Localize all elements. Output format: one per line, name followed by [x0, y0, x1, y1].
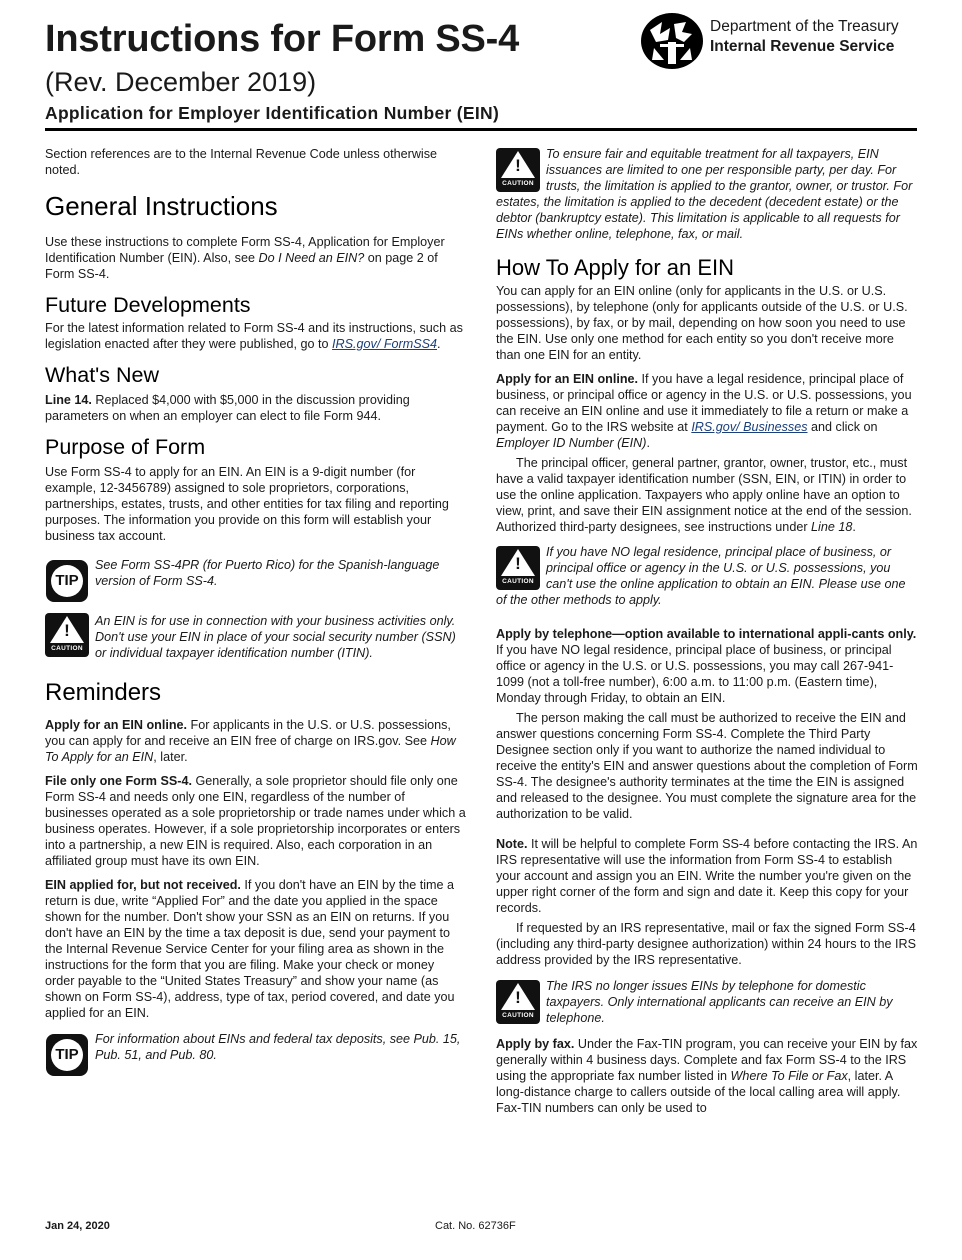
caution-mark: ! — [64, 621, 70, 640]
reminder-apply-online-label: Apply for an EIN online. — [45, 718, 188, 732]
reminder-file-one — [45, 773, 467, 869]
principal-text: The principal officer, general partner, grantor, owner, trustor, etc., must have a valid taxpayer identification number (SSN, EIN, or ITIN) in order to use the online application. Taxpayers who apply online have an option to view, print, and save their EIN assignment notice at the end of the session. Authorized third-party designees, see instructions under — [496, 456, 912, 534]
apply-online-mid: and click on — [807, 420, 878, 434]
whats-new-paragraph — [45, 392, 467, 424]
caution-mark: ! — [515, 554, 521, 573]
telephone-label: Apply by telephone—option available to international appli-cants only. — [496, 627, 917, 641]
telephone-text: If you have NO legal residence, principal place of business, or principal office or agency in the U.S. or U.S. possessions, you may call 267-941-1099 (not a toll-free number), 6:00 a.m. to 11:00 p.m. (Eastern time), Monday through Friday, to obtain an EIN. — [496, 643, 894, 705]
caution-text-1: An EIN is for use in connection with your business activities only. Don't use your EIN in place of your social security number (SSN) or individual taxpayer identification number (ITIN). — [95, 614, 456, 660]
caution-text-3: The IRS no longer issues EINs by telephone for domestic taxpayers. Only international applicants can receive an EIN by telephone. — [546, 979, 893, 1025]
caution-icon — [496, 546, 540, 590]
requested-paragraph: If requested by an IRS representative, mail or fax the signed Form SS-4 (including any third-party designee authorization) within 24 hours to the IRS address provided by the IRS representative. — [496, 921, 917, 967]
intro-text: Section references are to the Internal Revenue Code unless otherwise noted. — [45, 147, 438, 177]
caution-label: CAUTION — [502, 1012, 534, 1019]
future-tail: . — [437, 337, 441, 351]
irs-eagle-logo — [640, 12, 704, 70]
person-paragraph: The person making the call must be authorized to receive the EIN and answer questions concerning Form SS-4. Complete the Third Party Designee section only if you want to authorize the named individual to receive the entity's EIN and answer questions about the completion of Form SS-4. The designee's authority terminates at the time the EIN is assigned and released to the designee. You must complete the signature area for the authorization to be valid. — [496, 711, 918, 821]
reminder-ein-applied-label: EIN applied for, but not received. — [45, 878, 241, 892]
fax-label: Apply by fax. — [496, 1037, 575, 1051]
whats-new-text: Replaced $4,000 with $5,000 in the discussion providing parameters on when an employer can elect to file Form 944. — [45, 393, 410, 423]
reminder-ein-applied — [45, 877, 467, 1021]
reminder-apply-online-xref: How To Apply for an EIN — [45, 734, 456, 764]
fax-xref: Where To File or Fax — [730, 1069, 848, 1083]
caution-mark: ! — [515, 156, 521, 175]
caution-icon — [496, 980, 540, 1024]
reminder-apply-online-tail: , later. — [153, 750, 188, 764]
agency-irs: Internal Revenue Service — [710, 38, 895, 55]
tip-icon — [45, 1033, 89, 1077]
apply-online-text: If you have a legal residence, principal place of business, or principal office or agency in the U.S. or U.S. possessions, you can receive an EIN online and use it immediately to file a return or make a payment. Go to the IRS website at — [496, 372, 912, 434]
document-subtitle: Application for Employer Identification Number (EIN) — [45, 103, 500, 123]
heading-how-to-apply: How To Apply for an EIN — [496, 255, 735, 280]
note-label: Note. — [496, 837, 528, 851]
apply-online-xref: Employer ID Number (EIN) — [496, 436, 647, 450]
tip-label: TIP — [55, 1046, 79, 1063]
general-xref: Do I Need an EIN? — [258, 251, 365, 265]
apply-online-paragraph — [496, 371, 918, 451]
general-text-tail: on page 2 of Form SS-4. — [45, 251, 438, 281]
document-title: Instructions for Form SS-4 — [45, 18, 520, 60]
caution-label: CAUTION — [51, 645, 83, 652]
tip-icon — [45, 559, 89, 603]
caution-label: CAUTION — [502, 578, 534, 585]
principal-tail: . — [852, 520, 856, 534]
agency-department: Department of the Treasury — [710, 18, 899, 35]
header-rule — [45, 128, 917, 131]
heading-future-developments: Future Developments — [45, 293, 251, 317]
right-column — [496, 146, 918, 1116]
fax-text: Under the Fax-TIN program, you can receive your EIN by fax generally within 4 business days. Complete and fax Form SS-4 to the IRS using the appropriate fax number listed in — [496, 1037, 918, 1083]
fax-tail: , later. A long-distance charge to callers outside of the local calling area will apply. Fax-TIN numbers can only be used to — [496, 1069, 901, 1115]
agency-block — [710, 17, 899, 57]
caution-text-2: If you have NO legal residence, principal place of business, or principal office or agency in the U.S. or U.S. possessions, you can't use the online application to obtain an EIN. Please use one of the other methods to apply. — [496, 545, 906, 607]
heading-whats-new: What's New — [45, 363, 160, 387]
page-header — [45, 18, 519, 124]
caution-text-top: To ensure fair and equitable treatment for all taxpayers, EIN issuances are limited to one per responsible party, per day. For trusts, the limitation is applied to the grantor, owner, or trustor. For estates, the limitation is applied to the decedent (decedent estate) or the debtor (bankruptcy estate). This limitation is applicable to all requests for EINs whether online, telephone, fax, or mail. — [496, 147, 913, 241]
reminder-file-one-text: Generally, a sole proprietor should file only one Form SS-4 and needs only one EIN, regardless of the number of businesses operated as a sole proprietorship or trade names under which a business operates. However, if a sole proprietorship incorporates or enters into a partnership, a new EIN is required. Also, each corporation in an affiliated group must have its own EIN. — [45, 774, 466, 868]
caution-note-top — [496, 146, 918, 242]
caution-note-2 — [496, 544, 918, 608]
tip-note-2 — [45, 1031, 467, 1077]
caution-note-3 — [496, 978, 918, 1026]
tip-text-2: For information about EINs and federal tax deposits, see Pub. 15, Pub. 51, and Pub. 80. — [95, 1032, 461, 1062]
heading-general-instructions: General Instructions — [45, 191, 278, 221]
apply-paragraph: You can apply for an EIN online (only for applicants in the U.S. or U.S. possessions), by telephone (only for applicants outside of the U.S. or U.S. possessions), by fax, or by mail, depending on how soon you need to use the EIN. Use only one method for each entity so you don't receive more than one EIN for an entity. — [496, 284, 908, 362]
general-text: Use these instructions to complete Form SS-4, Application for Employer Identification Number (EIN). Also, see — [45, 235, 445, 265]
tip-label: TIP — [55, 572, 79, 589]
irs-businesses-link[interactable]: IRS.gov/ Businesses — [691, 420, 808, 434]
note-paragraph — [496, 836, 918, 916]
heading-purpose-of-form: Purpose of Form — [45, 435, 206, 459]
revision-line: (Rev. December 2019) — [45, 67, 317, 97]
irs-formss4-link[interactable]: IRS.gov/ FormSS4 — [332, 337, 438, 351]
caution-label: CAUTION — [502, 180, 534, 187]
footer-date: Jan 24, 2020 — [45, 1220, 110, 1232]
caution-icon — [45, 613, 89, 657]
caution-mark: ! — [515, 988, 521, 1007]
reminder-file-one-label: File only one Form SS-4. — [45, 774, 192, 788]
caution-icon — [496, 148, 540, 192]
future-paragraph — [45, 320, 467, 352]
whats-new-line-label: Line 14. — [45, 393, 92, 407]
heading-reminders: Reminders — [45, 679, 162, 706]
principal-xref: Line 18 — [811, 520, 853, 534]
tip-text-1: See Form SS-4PR (for Puerto Rico) for the Spanish-language version of Form SS-4. — [95, 558, 440, 588]
general-paragraph — [45, 234, 467, 282]
reminder-apply-online-text: For applicants in the U.S. or U.S. possessions, you can apply for and receive an EIN free of charge on IRS.gov. See — [45, 718, 451, 748]
left-column — [45, 146, 467, 1077]
fax-paragraph — [496, 1036, 918, 1116]
future-text: For the latest information related to Form SS-4 and its instructions, such as legislation enacted after they were published, go to — [45, 321, 463, 351]
reminder-ein-applied-text: If you don't have an EIN by the time a return is due, write “Applied For” and the date you applied in the space shown for the number. Don't show your SSN as an EIN on returns. If you don't have an EIN by the time a tax deposit is due, send your payment to the Internal Revenue Service Center for your filing area as shown in the instructions for the form that you are filing. Make your check or money order payable to the “United States Treasury” and show your name (as shown on Form SS-4), address, type of tax, period covered, and date you applied for an EIN. — [45, 878, 455, 1020]
caution-note-1 — [45, 613, 467, 661]
reminder-apply-online — [45, 717, 467, 765]
note-text: It will be helpful to complete Form SS-4 before contacting the IRS. An IRS representative will use the information from Form SS-4 to establish your account and assign you an EIN. Write the number you're given on the upper right corner of the form and sign and date it. Keep this copy for your records. — [496, 837, 918, 915]
apply-online-label: Apply for an EIN online. — [496, 372, 639, 386]
apply-online-tail: . — [646, 436, 650, 450]
principal-paragraph — [496, 455, 918, 535]
telephone-paragraph — [496, 626, 918, 706]
purpose-paragraph: Use Form SS-4 to apply for an EIN. An EIN is a 9-digit number (for example, 12-3456789) assigned to sole proprietors, corporations, partnerships, estates, trusts, and other entities for tax filing and reporting purposes. The information you provide on this form will establish your business tax account. — [45, 465, 449, 543]
tip-note-1 — [45, 557, 467, 603]
footer-catalog-number: Cat. No. 62736F — [435, 1220, 516, 1232]
